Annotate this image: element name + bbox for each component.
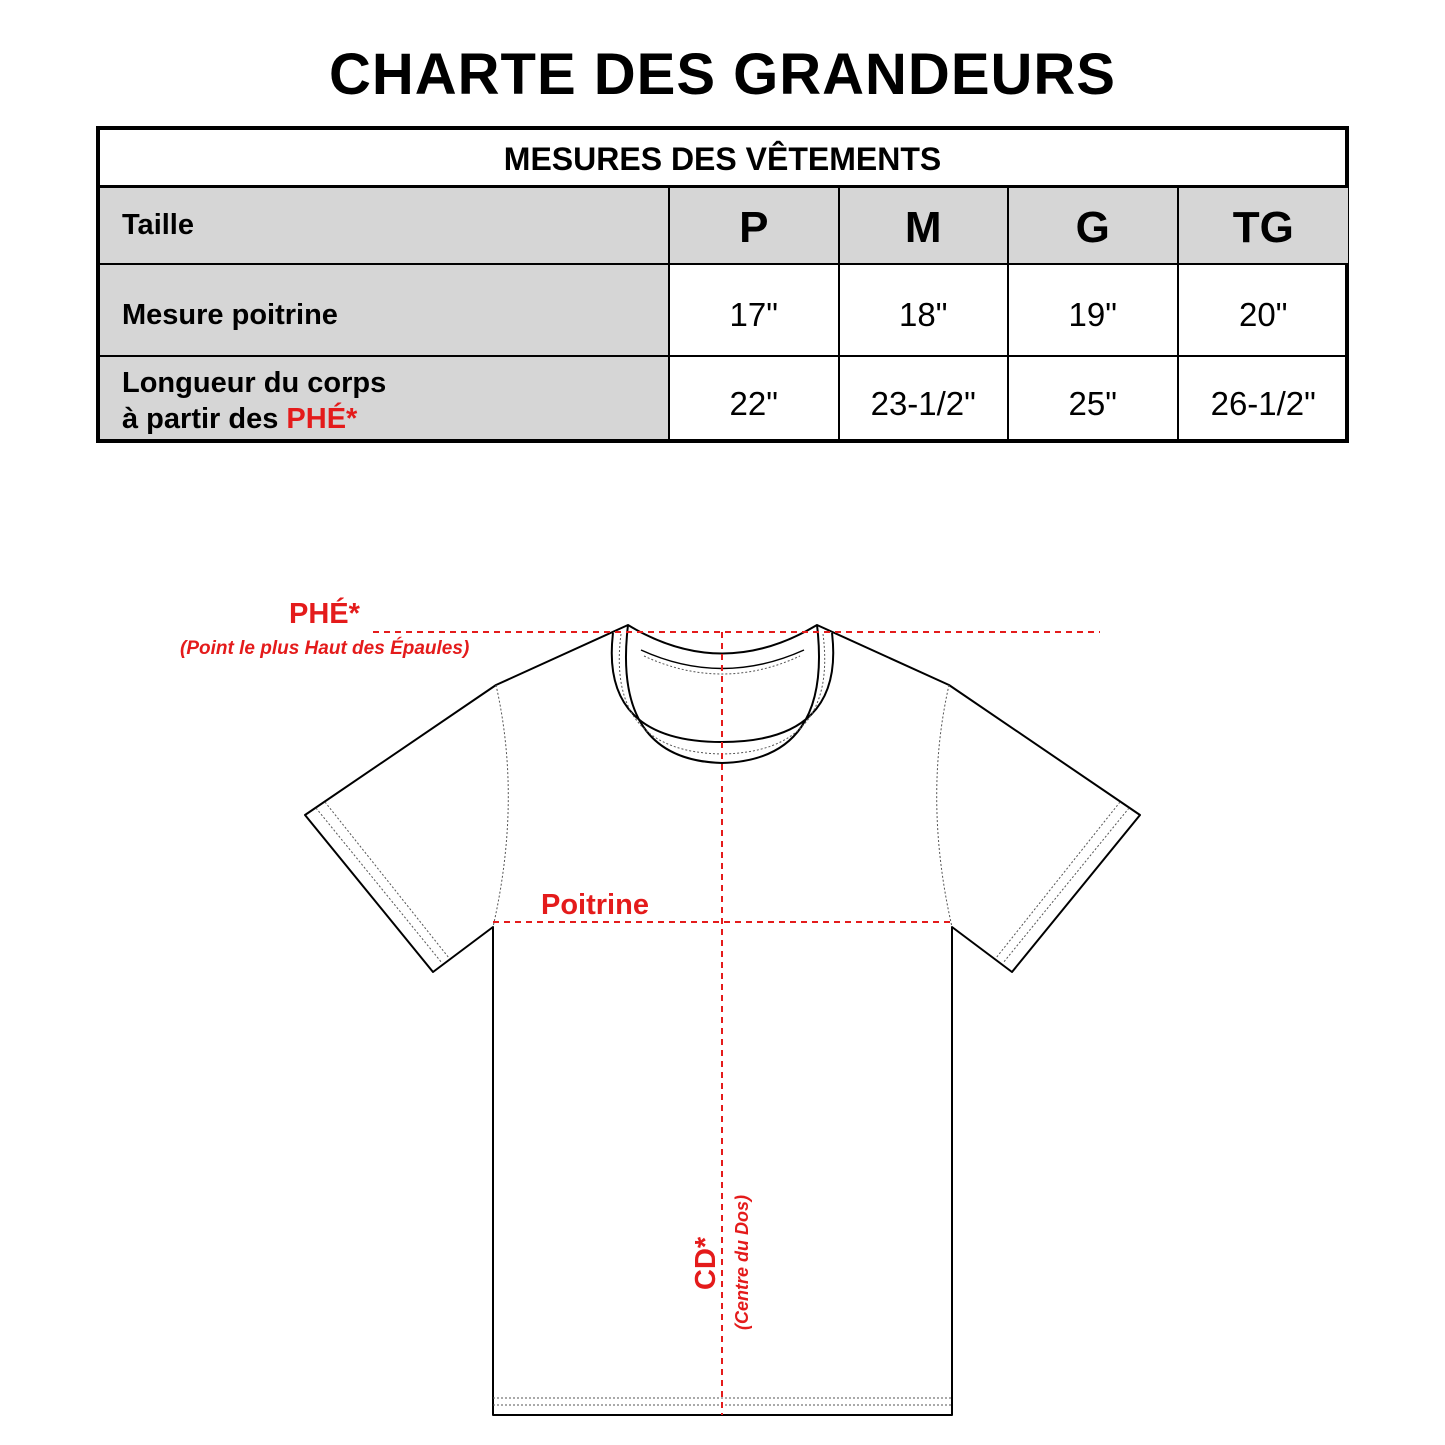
length-value-g: 25" [1009,357,1179,439]
chest-value-tg: 20" [1239,296,1288,333]
cd-note: (Centre du Dos) [732,1195,752,1330]
length-value-p: 22" [670,357,840,439]
length-label-line1: Longueur du corps [122,367,387,399]
size-header-p: P [670,188,840,263]
phe-label: PHÉ* [289,598,360,630]
size-header-label: Taille [100,188,670,263]
length-label-phe: PHÉ* [286,403,358,435]
length-value-m: 23-1/2" [840,357,1010,439]
chest-row-label: Mesure poitrine [100,265,670,355]
cd-label: CD* [690,1236,722,1290]
phe-note: (Point le plus Haut des Épaules) [180,638,470,659]
length-value-tg: 26-1/2" [1210,385,1316,422]
chest-label: Poitrine [541,889,649,921]
table-caption: MESURES DES VÊTEMENTS [100,130,1345,188]
size-header-tg: TG [1179,188,1349,263]
chest-value-g: 19" [1009,265,1179,355]
chest-value-p: 17" [670,265,840,355]
size-header-g: G [1009,188,1179,263]
size-header-m: M [840,188,1010,263]
page-title: CHARTE DES GRANDEURS [329,42,1116,107]
chest-value-m: 18" [840,265,1010,355]
length-label-prefix: à partir des [122,403,279,435]
